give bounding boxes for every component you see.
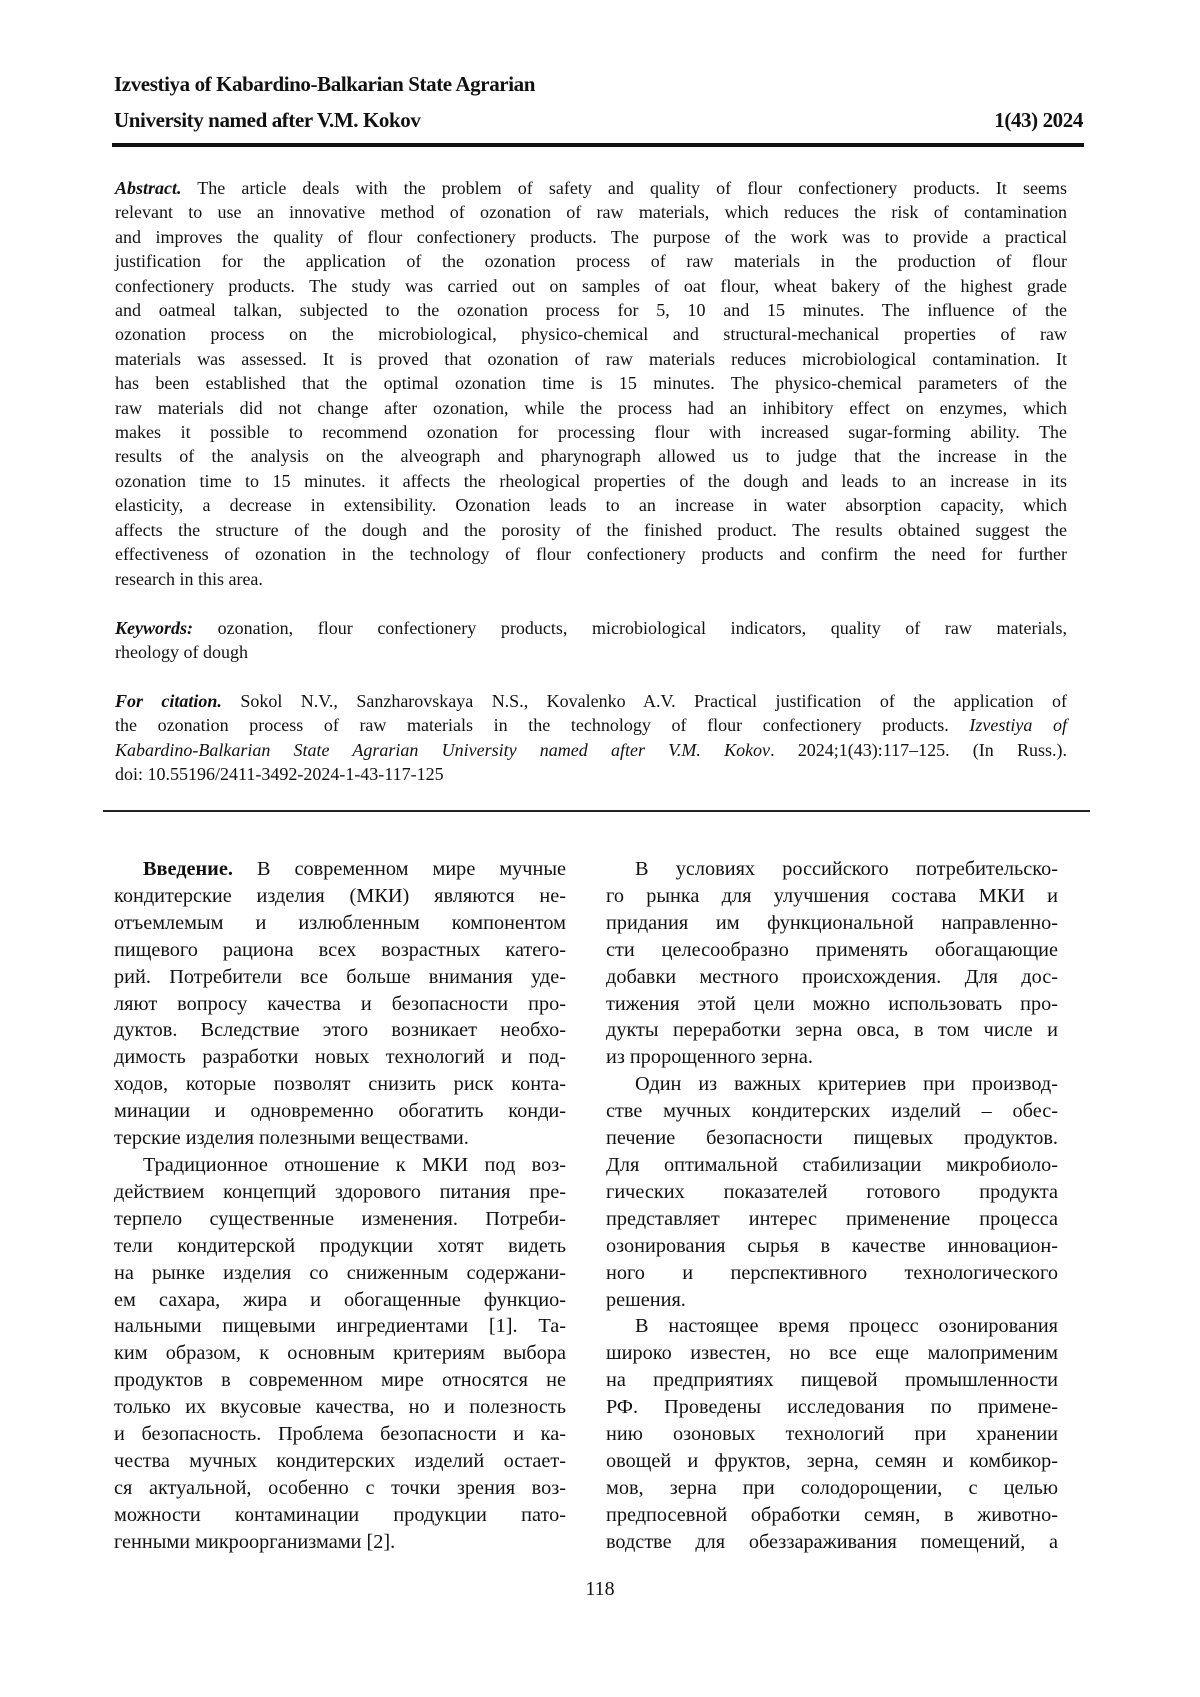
text-run: терские изделия полезными веществами. <box>114 1127 469 1149</box>
text-run: rheology of dough <box>115 642 248 662</box>
label-run: For citation. <box>115 691 222 711</box>
text-run: ного и перспективного технологического <box>606 1262 1058 1284</box>
text-line <box>606 1448 1058 1475</box>
text-line <box>115 176 1067 200</box>
text-run: минации и одновременно обогатить конди- <box>114 1100 566 1122</box>
body-column-left <box>114 856 566 1556</box>
text-line <box>114 964 566 991</box>
text-line <box>114 1098 566 1125</box>
text-run: ляют вопросу качества и безопасности про- <box>114 993 566 1015</box>
text-run: кондитерские изделия (МКИ) являются не- <box>114 885 566 907</box>
citation <box>115 689 1067 787</box>
text-line <box>606 1206 1058 1233</box>
text-run: ozonation time to 15 minutes. it affects the rheological properties of the dough and leads to an increase in its <box>115 471 1067 491</box>
text-run: affects the structure of the dough and the porosity of the finished product. The results obtained suggest the <box>115 520 1067 540</box>
text-run: рий. Потребители все больше внимания уде- <box>114 966 566 988</box>
text-line <box>114 1287 566 1314</box>
text-line <box>115 518 1067 542</box>
text-run: димость разработки новых технологий и под- <box>114 1046 566 1068</box>
text-run: терпело существенные изменения. Потреби- <box>114 1208 566 1230</box>
text-run: В современном мире мучные <box>233 858 566 880</box>
text-line <box>606 1313 1058 1340</box>
text-run: го рынка для улучшения состава МКИ и <box>606 885 1058 907</box>
text-line <box>114 1394 566 1421</box>
text-run: предпосевной обработки семян, в животно- <box>606 1504 1058 1526</box>
text-run: только их вкусовые качества, но и полезность <box>114 1396 566 1418</box>
text-line <box>115 274 1067 298</box>
text-line <box>115 225 1067 249</box>
italic-run: Kabardino-Balkarian State Agrarian University named after V.M. Kokov <box>115 740 770 760</box>
text-run: ем сахара, жира и обогащенные функцио- <box>114 1289 566 1311</box>
text-run: сти целесообразно применять обогащающие <box>606 939 1058 961</box>
text-run: ozonation, flour confectionery products, microbiological indicators, quality of raw materials, <box>193 618 1067 638</box>
label-run: Keywords: <box>115 618 193 638</box>
text-line <box>114 1260 566 1287</box>
text-line <box>606 1287 1058 1314</box>
text-run: из пророщенного зерна. <box>606 1046 813 1068</box>
text-line <box>115 396 1067 420</box>
text-run: effectiveness of ozonation in the technology of flour confectionery products and confirm the need for further <box>115 544 1067 564</box>
text-run: решения. <box>606 1289 686 1311</box>
text-run: . 2024;1(43):117–125. (In Russ.). <box>770 740 1067 760</box>
text-line <box>114 1044 566 1071</box>
text-line <box>114 1179 566 1206</box>
text-run: results of the analysis on the alveograph and pharynograph allowed us to judge that the increase in the <box>115 446 1067 466</box>
text-line <box>606 964 1058 991</box>
text-run: на рынке изделия со сниженным содержани- <box>114 1262 566 1284</box>
text-line <box>606 1152 1058 1179</box>
text-line <box>115 298 1067 322</box>
body-column-right <box>606 856 1058 1556</box>
text-run: has been established that the optimal ozonation time is 15 minutes. The physico-chemical parameters of the <box>115 373 1067 393</box>
keywords <box>115 616 1067 665</box>
label-run: Введение. <box>143 858 233 880</box>
text-run: добавки местного происхождения. Для дос- <box>606 966 1058 988</box>
text-line <box>114 1125 566 1152</box>
text-run: можности контаминации продукции пато- <box>114 1504 566 1526</box>
text-run: elasticity, a decrease in extensibility. Ozonation leads to an increase in water absorption capacity, which <box>115 495 1067 515</box>
text-line <box>114 1152 566 1179</box>
text-run: печение безопасности пищевых продуктов. <box>606 1127 1058 1149</box>
text-line <box>115 371 1067 395</box>
text-line <box>115 249 1067 273</box>
text-line <box>114 1071 566 1098</box>
text-line <box>606 1233 1058 1260</box>
text-line <box>114 1367 566 1394</box>
text-run: doi: 10.55196/2411-3492-2024-1-43-117-125 <box>115 764 444 784</box>
text-run: дуктов. Вследствие этого возникает необхо- <box>114 1019 566 1041</box>
text-run: makes it possible to recommend ozonation for processing flour with increased sugar-forming ability. The <box>115 422 1067 442</box>
text-run: пищевого рациона всех возрастных катего- <box>114 939 566 961</box>
text-line <box>606 1044 1058 1071</box>
text-run: РФ. Проведены исследования по примене- <box>606 1396 1058 1418</box>
text-line <box>606 1367 1058 1394</box>
text-line <box>606 937 1058 964</box>
text-line <box>606 1475 1058 1502</box>
text-run: ся актуальной, особенно с точки зрения воз- <box>114 1477 566 1499</box>
text-line <box>114 910 566 937</box>
text-line <box>606 991 1058 1018</box>
text-line <box>606 1017 1058 1044</box>
text-run: Sokol N.V., Sanzharovskaya N.S., Kovalenko A.V. Practical justification of the application of <box>222 691 1067 711</box>
text-run: ким образом, к основным критериям выбора <box>114 1342 566 1364</box>
text-line <box>606 1179 1058 1206</box>
text-line <box>114 991 566 1018</box>
text-run: на предприятиях пищевой промышленности <box>606 1369 1058 1391</box>
text-line <box>606 910 1058 937</box>
text-run: В условиях российского потребительско- <box>635 858 1058 880</box>
text-line <box>114 1502 566 1529</box>
text-line <box>114 1529 566 1556</box>
text-run: The article deals with the problem of safety and quality of flour confectionery products. It seems <box>182 178 1067 198</box>
text-run: нию озоновых технологий при хранении <box>606 1423 1058 1445</box>
text-line <box>114 1017 566 1044</box>
text-line <box>606 1340 1058 1367</box>
text-line <box>114 1340 566 1367</box>
abstract <box>115 176 1067 591</box>
text-run: В настоящее время процесс озонирования <box>635 1315 1058 1337</box>
label-run: Abstract. <box>115 178 182 198</box>
text-run: relevant to use an innovative method of ozonation of raw materials, which reduces the risk of contamination <box>115 202 1067 222</box>
text-line <box>114 1475 566 1502</box>
text-line <box>606 1260 1058 1287</box>
text-line <box>114 1233 566 1260</box>
text-line <box>115 713 1067 737</box>
text-run: овощей и фруктов, зерна, семян и комбикор- <box>606 1450 1058 1472</box>
italic-run: Izvestiya of <box>969 715 1067 735</box>
text-run: генными микроорганизмами [2]. <box>114 1531 395 1553</box>
text-run: research in this area. <box>115 569 263 589</box>
text-run: гических показателей готового продукта <box>606 1181 1058 1203</box>
text-line <box>114 856 566 883</box>
header-divider <box>112 143 1084 147</box>
text-line <box>114 1421 566 1448</box>
text-line <box>115 347 1067 371</box>
text-run: отъемлемым и излюбленным компонентом <box>114 912 566 934</box>
text-line <box>115 469 1067 493</box>
text-run: Один из важных критериев при производ- <box>635 1073 1058 1095</box>
text-line <box>115 200 1067 224</box>
text-line <box>114 937 566 964</box>
text-run: raw materials did not change after ozonation, while the process had an inhibitory effect on enzymes, which <box>115 398 1067 418</box>
text-run: стве мучных кондитерских изделий – обес- <box>606 1100 1058 1122</box>
text-line <box>114 1313 566 1340</box>
text-line <box>115 322 1067 346</box>
text-run: тижения этой цели можно использовать про- <box>606 993 1058 1015</box>
text-run: ozonation process on the microbiological, physico-chemical and structural-mechanical properties of raw <box>115 324 1067 344</box>
text-line <box>115 567 1067 591</box>
text-line <box>606 1421 1058 1448</box>
text-run: водстве для обеззараживания помещений, а <box>606 1531 1058 1553</box>
text-line <box>114 883 566 910</box>
text-run: мов, зерна при солодорощении, с целью <box>606 1477 1058 1499</box>
text-run: and improves the quality of flour confectionery products. The purpose of the work was to provide a practical <box>115 227 1067 247</box>
text-run: озонирования сырья в качестве инновацион- <box>606 1235 1058 1257</box>
section-divider <box>103 810 1090 812</box>
issue-number: 1(43) 2024 <box>994 108 1083 133</box>
text-run: Для оптимальной стабилизации микробиоло- <box>606 1154 1058 1176</box>
text-line <box>115 420 1067 444</box>
text-line <box>606 1529 1058 1556</box>
text-run: широко известен, но все еще малоприменим <box>606 1342 1058 1364</box>
text-line <box>114 1448 566 1475</box>
text-run: justification for the application of the ozonation process of raw materials in the production of flour <box>115 251 1067 271</box>
text-line <box>115 762 1067 786</box>
text-run: ходов, которые позволят снизить риск конта- <box>114 1073 566 1095</box>
text-run: придания им функциональной направленно- <box>606 912 1058 934</box>
text-line <box>115 616 1067 640</box>
text-line <box>606 1394 1058 1421</box>
journal-title-line-2: University named after V.M. Kokov <box>114 108 420 133</box>
text-line <box>606 883 1058 910</box>
text-line <box>606 1098 1058 1125</box>
text-line <box>606 1071 1058 1098</box>
text-run: нальными пищевыми ингредиентами [1]. Та- <box>114 1315 566 1337</box>
text-line <box>114 1206 566 1233</box>
text-line <box>115 640 1067 664</box>
text-line <box>115 738 1067 762</box>
text-run: and oatmeal talkan, subjected to the ozonation process for 5, 10 and 15 minutes. The influence of the <box>115 300 1067 320</box>
text-run: тели кондитерской продукции хотят видеть <box>114 1235 566 1257</box>
text-run: чества мучных кондитерских изделий остает- <box>114 1450 566 1472</box>
text-run: materials was assessed. It is proved that ozonation of raw materials reduces microbiological contamination. It <box>115 349 1067 369</box>
journal-title-line-1: Izvestiya of Kabardino-Balkarian State Agrarian <box>114 72 535 97</box>
text-line <box>115 689 1067 713</box>
text-line <box>115 493 1067 517</box>
text-line <box>115 542 1067 566</box>
text-run: представляет интерес применение процесса <box>606 1208 1058 1230</box>
text-run: действием концепций здорового питания пре- <box>114 1181 566 1203</box>
text-line <box>606 856 1058 883</box>
text-line <box>606 1502 1058 1529</box>
text-line <box>606 1125 1058 1152</box>
text-run: Традиционное отношение к МКИ под воз- <box>143 1154 566 1176</box>
page-number: 118 <box>0 1578 1200 1601</box>
text-run: дукты переработки зерна овса, в том числе и <box>606 1019 1058 1041</box>
text-run: и безопасность. Проблема безопасности и ка- <box>114 1423 566 1445</box>
text-line <box>115 444 1067 468</box>
text-run: продуктов в современном мире относятся не <box>114 1369 566 1391</box>
text-run: confectionery products. The study was carried out on samples of oat flour, wheat bakery of the highest grade <box>115 276 1067 296</box>
text-run: the ozonation process of raw materials in the technology of flour confectionery products. <box>115 715 969 735</box>
